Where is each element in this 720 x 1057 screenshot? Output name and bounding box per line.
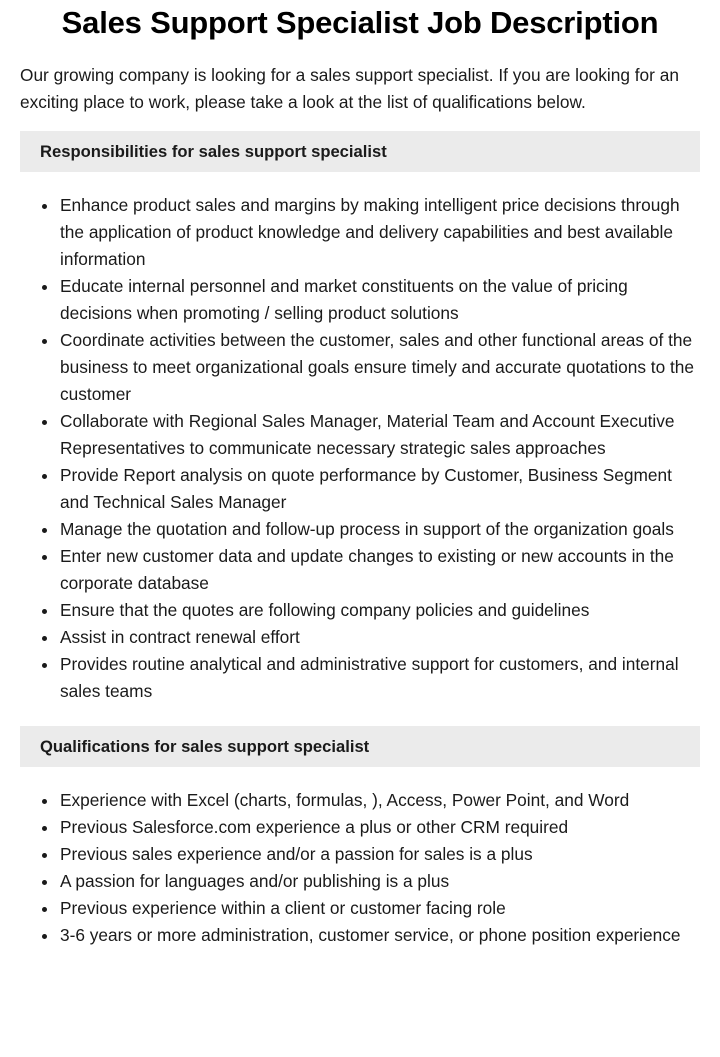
qualifications-heading: Qualifications for sales support specialist [20, 726, 700, 767]
responsibilities-heading: Responsibilities for sales support specialist [20, 131, 700, 172]
list-item: A passion for languages and/or publishing is a plus [60, 868, 700, 895]
list-item: Ensure that the quotes are following company policies and guidelines [60, 597, 700, 624]
list-item: Educate internal personnel and market constituents on the value of pricing decisions when promoting / selling product solutions [60, 273, 700, 327]
list-item: 3-6 years or more administration, customer service, or phone position experience [60, 922, 700, 949]
page-title: Sales Support Specialist Job Description [61, 5, 659, 40]
list-item: Provides routine analytical and administrative support for customers, and internal sales teams [60, 651, 700, 705]
list-item: Coordinate activities between the customer, sales and other functional areas of the business to meet organizational goals ensure timely and accurate quotations to the customer [60, 327, 700, 408]
list-item: Assist in contract renewal effort [60, 624, 700, 651]
list-item: Experience with Excel (charts, formulas, ), Access, Power Point, and Word [60, 787, 700, 814]
intro-paragraph: Our growing company is looking for a sales support specialist. If you are looking for an exciting place to work, please take a look at the list of qualifications below. [20, 65, 679, 112]
list-item: Provide Report analysis on quote performance by Customer, Business Segment and Technical Sales Manager [60, 462, 700, 516]
list-item: Enter new customer data and update changes to existing or new accounts in the corporate database [60, 543, 700, 597]
list-item: Manage the quotation and follow-up process in support of the organization goals [60, 516, 700, 543]
qualifications-list [20, 787, 700, 949]
section-spacer [20, 705, 700, 711]
responsibilities-list [20, 192, 700, 705]
list-item: Previous Salesforce.com experience a plus or other CRM required [60, 814, 700, 841]
list-item: Enhance product sales and margins by making intelligent price decisions through the application of product knowledge and delivery capabilities and best available information [60, 192, 700, 273]
list-item: Collaborate with Regional Sales Manager, Material Team and Account Executive Representatives to communicate necessary strategic sales approaches [60, 408, 700, 462]
list-item: Previous experience within a client or customer facing role [60, 895, 700, 922]
list-item: Previous sales experience and/or a passion for sales is a plus [60, 841, 700, 868]
